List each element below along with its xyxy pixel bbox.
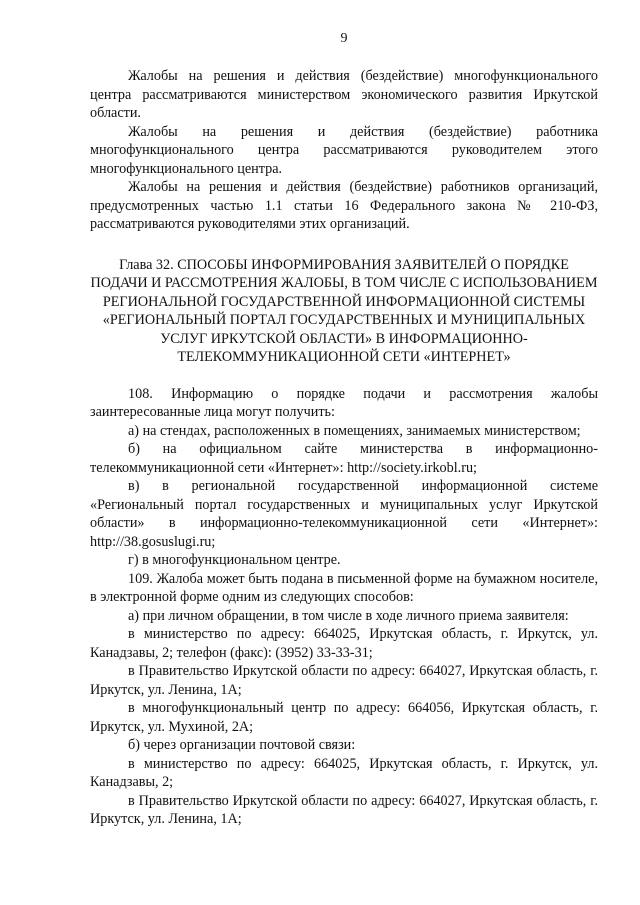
chapter-heading: Глава 32. СПОСОБЫ ИНФОРМИРОВАНИЯ ЗАЯВИТЕЛЕЙ О ПОРЯДКЕ ПОДАЧИ И РАССМОТРЕНИЯ ЖАЛОБЫ, В ТОМ ЧИСЛЕ С ИСПОЛЬЗОВАНИЕМ РЕГИОНАЛЬНОЙ ГОСУДАРСТВЕННОЙ ИНФОРМАЦИОННОЙ СИСТЕМЫ «РЕГИОНАЛЬНЫЙ ПОРТАЛ ГОСУДАРСТВЕННЫХ И МУНИЦИПАЛЬНЫХ УСЛУГ ИРКУТСКОЙ ОБЛАСТИ» В ИНФОРМАЦИОННО-ТЕЛЕКОММУНИКАЦИОННОЙ СЕТИ «ИНТЕРНЕТ» [90, 256, 598, 365]
address-mfc-in-person: в многофункциональный центр по адресу: 664056, Иркутская область, г. Иркутск, ул. Мухиной, 2А; [90, 700, 598, 735]
item-108-v: в) в региональной государственной информационной системе «Региональный портал государственных и муниципальных услуг Иркутской области» в информационно-телекоммуникационной сети «Интернет»: http://38.gosuslugi.ru; [90, 478, 598, 550]
paragraph-109: 109. Жалоба может быть подана в письменной форме на бумажном носителе, в электронной форме одним из следующих способов: [90, 570, 598, 605]
intro-paragraph-3: Жалобы на решения и действия (бездействие) работников организаций, предусмотренных частью 1.1 статьи 16 Федерального закона № 210-ФЗ, рассматриваются руководителями этих организаций. [90, 179, 598, 232]
paragraph-108: 108. Информацию о порядке подачи и рассмотрения жалобы заинтересованные лица могут получить: [90, 385, 598, 420]
item-108-g: г) в многофункциональном центре. [128, 552, 341, 568]
item-109-b: б) через организации почтовой связи: [128, 737, 356, 753]
item-109-a: а) при личном обращении, в том числе в ходе личного приема заявителя: [128, 607, 569, 624]
item-108-a: а) на стендах, расположенных в помещениях, занимаемых министерством; [128, 422, 581, 439]
page-number: 9 [340, 31, 348, 46]
address-government-in-person: в Правительство Иркутской области по адресу: 664027, Иркутская область, г. Иркутск, ул. Ленина, 1А; [90, 663, 598, 698]
intro-paragraph-1: Жалобы на решения и действия (бездействие) многофункционального центра рассматриваются министерством экономического развития Иркутской области. [90, 68, 598, 121]
address-ministry-in-person: в министерство по адресу: 664025, Иркутская область, г. Иркутск, ул. Канадзавы, 2; телефон (факс): (3952) 33-33-31; [90, 626, 598, 661]
intro-paragraph-2: Жалобы на решения и действия (бездействие) работника многофункционального центра рассматриваются руководителем этого многофункционального центра. [90, 123, 598, 177]
address-government-by-post: в Правительство Иркутской области по адресу: 664027, Иркутская область, г. Иркутск, ул. Ленина, 1А; [90, 792, 598, 827]
item-108-b: б) на официальном сайте министерства в информационно-телекоммуникационной сети «Интернет»: http://society.irkobl.ru; [90, 441, 598, 476]
address-ministry-by-post: в министерство по адресу: 664025, Иркутская область, г. Иркутск, ул. Канадзавы, 2; [90, 755, 598, 790]
